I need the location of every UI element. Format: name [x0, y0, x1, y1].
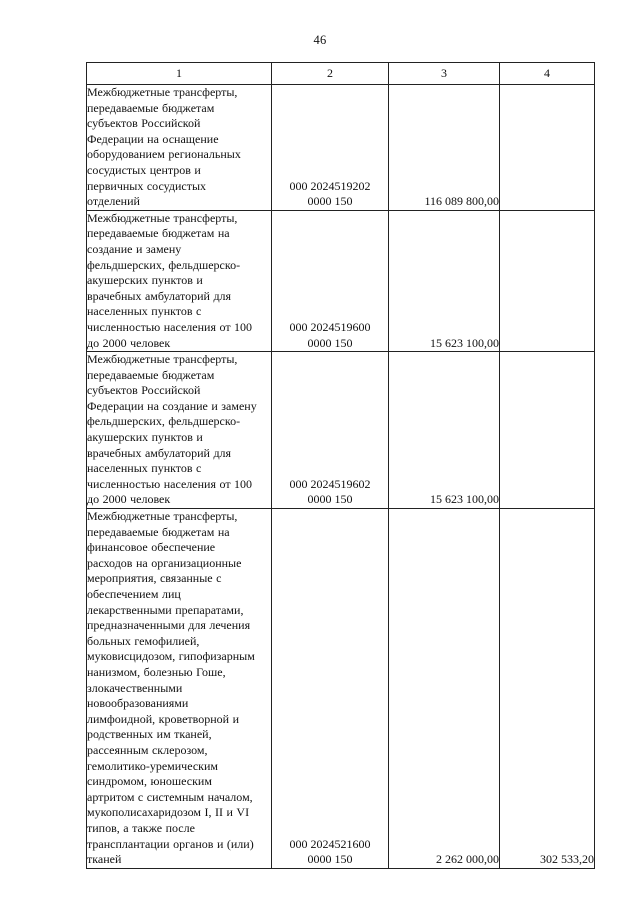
row-name-cell	[87, 509, 272, 869]
row-code-text: 000 2024519202 0000 150	[289, 178, 371, 209]
page-number: 46	[313, 33, 327, 47]
table-row	[87, 352, 595, 509]
row-name-text: Межбюджетные трансферты, передаваемые бюджетам на создание и замену фельдшерских, фельдшерско- акушерских пунктов и врачебных амбулаторий для населенных пунктов с численностью населения от 100 до 2000 человек	[87, 210, 253, 350]
row-amount2-cell: 302 533,20	[500, 509, 595, 869]
row-amount-cell: 2 262 000,00	[389, 509, 500, 869]
row-amount-cell: 15 623 100,00	[389, 352, 500, 509]
table-row	[87, 85, 595, 211]
header-row	[87, 63, 595, 85]
row-code-cell	[272, 210, 389, 351]
row-code-text: 000 2024519602 0000 150	[289, 476, 371, 507]
header-col-1: 1	[87, 63, 272, 85]
row-code-text: 000 2024519600 0000 150	[289, 319, 371, 350]
row-name-cell	[87, 85, 272, 211]
row-name-text: Межбюджетные трансферты, передаваемые бюджетам на финансовое обеспечение расходов на организационные мероприятия, связанные с обеспечением лиц лекарственными препаратами, предназначенными для лечения больных гемофилией, муковисцидозом, гипофизарным нанизмом, болезнью Гоше, злокачественными новообразованиями лимфоидной, кроветворной и родственных им тканей, рассеянным склерозом, гемолитико-уремическим синдромом, юношеским артритом с системным началом, мукополисахаридозом I, II и VI типов, а также после трансплантации органов и (или) тканей	[87, 509, 255, 867]
row-name-text: Межбюджетные трансферты, передаваемые бюджетам субъектов Российской Федерации на оснащение оборудованием региональных сосудистых центров и первичных сосудистых отделений	[87, 85, 241, 209]
row-name-cell	[87, 210, 272, 351]
row-amount2-cell	[500, 352, 595, 509]
table-row	[87, 509, 595, 869]
row-amount-cell: 116 089 800,00	[389, 85, 500, 211]
row-amount2-cell	[500, 85, 595, 211]
row-code-cell	[272, 352, 389, 509]
row-code-cell	[272, 85, 389, 211]
header-col-2: 2	[272, 63, 389, 85]
row-code-cell	[272, 509, 389, 869]
row-amount2-cell	[500, 210, 595, 351]
row-name-cell	[87, 352, 272, 509]
row-code-text: 000 2024521600 0000 150	[289, 836, 371, 867]
budget-table	[86, 62, 595, 869]
header-col-3: 3	[389, 63, 500, 85]
header-col-4: 4	[500, 63, 595, 85]
row-amount-cell: 15 623 100,00	[389, 210, 500, 351]
row-name-text: Межбюджетные трансферты, передаваемые бюджетам субъектов Российской Федерации на создание и замену фельдшерских, фельдшерско- акушерских пунктов и врачебных амбулаторий для населенных пунктов с численностью населения от 100 до 2000 человек	[87, 352, 257, 507]
table-row	[87, 210, 595, 351]
